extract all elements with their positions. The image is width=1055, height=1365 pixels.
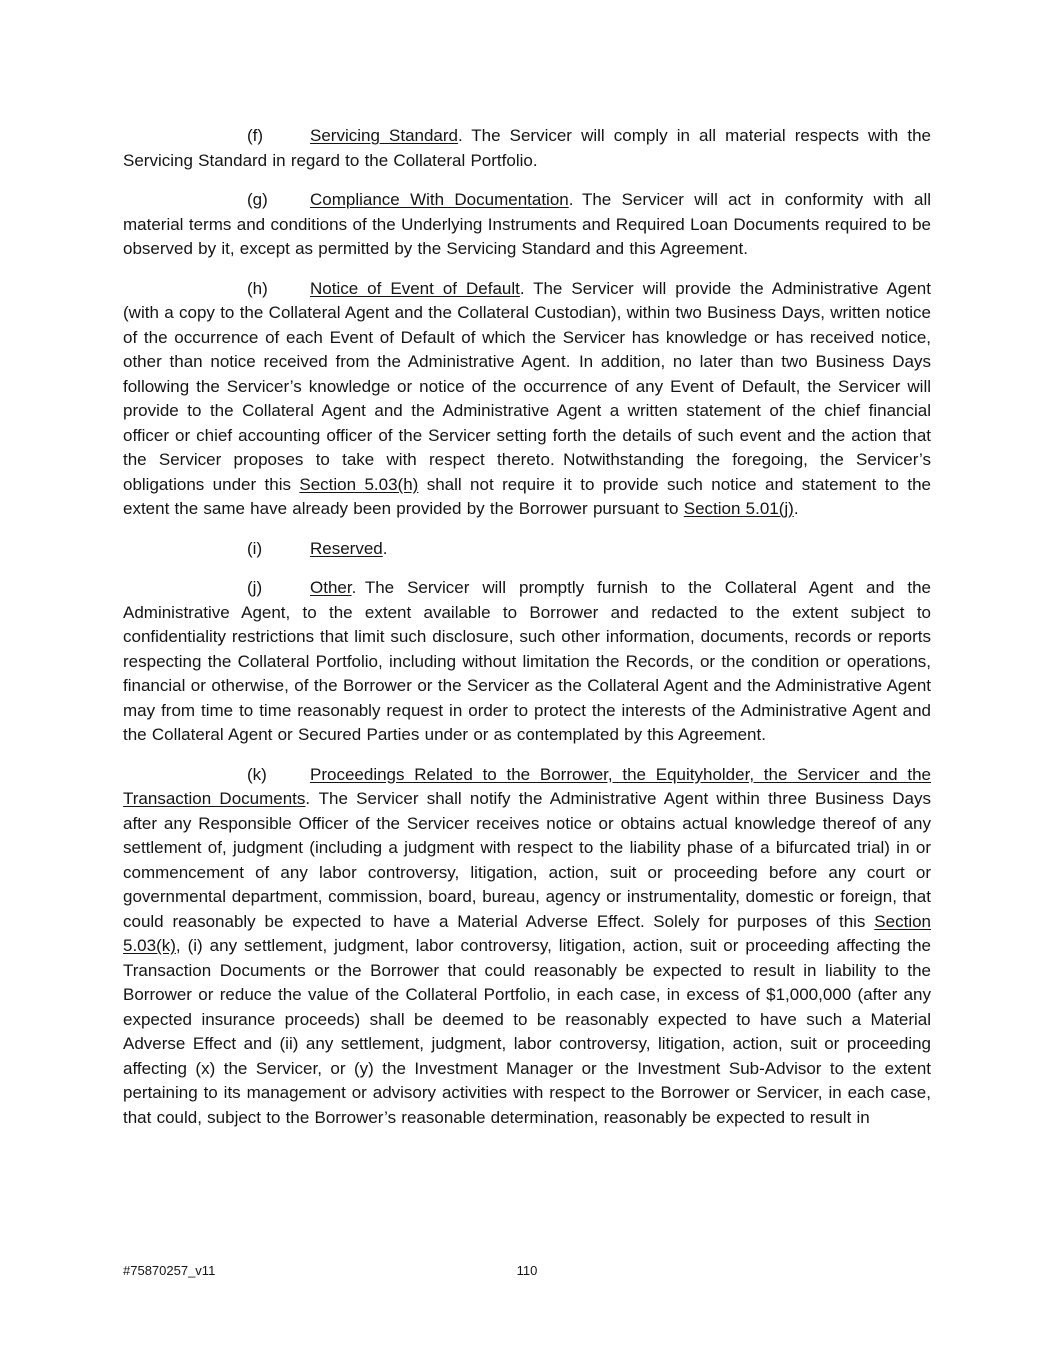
paragraph-label: (j): [247, 578, 263, 597]
underlined-text: Proceedings Related to the Borrower, the Equityholder, the Servicer and the Transaction Documents: [123, 764, 931, 808]
underlined-text: Servicing Standard: [310, 126, 459, 145]
document-id: #75870257_v11: [123, 1263, 216, 1278]
underlined-text: Other: [310, 578, 352, 597]
underlined-text: Section 5.01(j): [683, 499, 794, 518]
paragraph-label: (k): [247, 764, 267, 784]
body-text: .: [382, 538, 388, 558]
page-number: 110: [516, 1263, 538, 1278]
underlined-text: Compliance With Documentation: [310, 190, 569, 209]
paragraph: [123, 277, 931, 522]
underlined-text: Reserved: [310, 538, 383, 558]
body-text: , (i) any settlement, judgment, labor controversy, litigation, action, suit or proceeding affecting the Transaction Documents or the Borrower that could reasonably be expected to result in liability to the Borrower or reduce the value of the Collateral Portfolio, in each case, in excess of $1,000,000 (after any expected insurance proceeds) shall be deemed to be reasonably expected to have such a Material Adverse Effect and (ii) any settlement, judgment, labor controversy, litigation, action, suit or proceeding affecting (x) the Servicer, or (y) the Investment Manager or the Investment Sub-Advisor to the extent pertaining to its management or advisory activities with respect to the Borrower or Servicer, in each case, that could, subject to the Borrower’s reasonable determination, reasonably be expected to result in: [123, 936, 931, 1127]
paragraph-label: (g): [247, 190, 268, 209]
paragraph-label: (f): [247, 126, 264, 145]
body-text: shall not require it to provide such notice and statement to the extent the same have already been provided by the Borrower pursuant to: [123, 474, 931, 518]
body-text: . The Servicer shall notify the Administrative Agent within three Business Days after any Responsible Officer of the Servicer receives notice or obtains actual knowledge thereof of any settlement of, judgment (including a judgment with respect to the liability phase of a bifurcated trial) in or commencement of any labor controversy, litigation, action, suit or proceeding before any court or governmental department, commission, board, bureau, agency or instrumentality, domestic or foreign, that could reasonably be expected to have a Material Adverse Effect. Solely for purposes of this: [123, 789, 931, 931]
paragraph: [123, 537, 931, 562]
paragraph-label: (i): [247, 538, 263, 558]
paragraph-label: (h): [247, 278, 268, 298]
underlined-text: Section 5.03(h): [299, 474, 419, 494]
body-text: .: [793, 499, 799, 518]
paragraph: [123, 576, 931, 748]
body-text: . The Servicer will promptly furnish to the Collateral Agent and the Administrative Agent, to the extent available to Borrower and redacted to the extent subject to confidentiality restrictions that limit such disclosure, such other information, documents, records or reports respecting the Collateral Portfolio, including without limitation the Records, or the condition or operations, financial or otherwise, of the Borrower or the Servicer as the Collateral Agent and the Administrative Agent may from time to time reasonably request in order to protect the interests of the Administrative Agent and the Collateral Agent or Secured Parties under or as contemplated by this Agreement.: [123, 578, 931, 744]
body-text: . The Servicer will act in conformity with all material terms and conditions of the Underlying Instruments and Required Loan Documents required to be observed by it, except as permitted by the Servicing Standard and this Agreement.: [123, 190, 931, 258]
underlined-text: Section 5.03(k): [123, 911, 931, 955]
paragraph: [123, 763, 931, 1131]
underlined-text: Notice of Event of Default: [310, 278, 520, 298]
page-footer: [123, 1263, 931, 1281]
body-text: . The Servicer will comply in all material respects with the Servicing Standard in regard to the Collateral Portfolio.: [123, 126, 931, 170]
body-text: . The Servicer will provide the Administrative Agent (with a copy to the Collateral Agent and the Collateral Custodian), within two Business Days, written notice of the occurrence of each Event of Default of which the Servicer has knowledge or has received notice, other than notice received from the Administrative Agent. In addition, no later than two Business Days following the Servicer’s knowledge or notice of the occurrence of any Event of Default, the Servicer will provide to the Collateral Agent and the Administrative Agent a written statement of the chief financial officer or chief accounting officer of the Servicer setting forth the details of such event and the action that the Servicer proposes to take with respect thereto. Notwithstanding the foregoing, the Servicer’s obligations under this: [123, 278, 931, 494]
paragraph: [123, 188, 931, 262]
paragraph: [123, 124, 931, 173]
document-body: [123, 124, 931, 1145]
